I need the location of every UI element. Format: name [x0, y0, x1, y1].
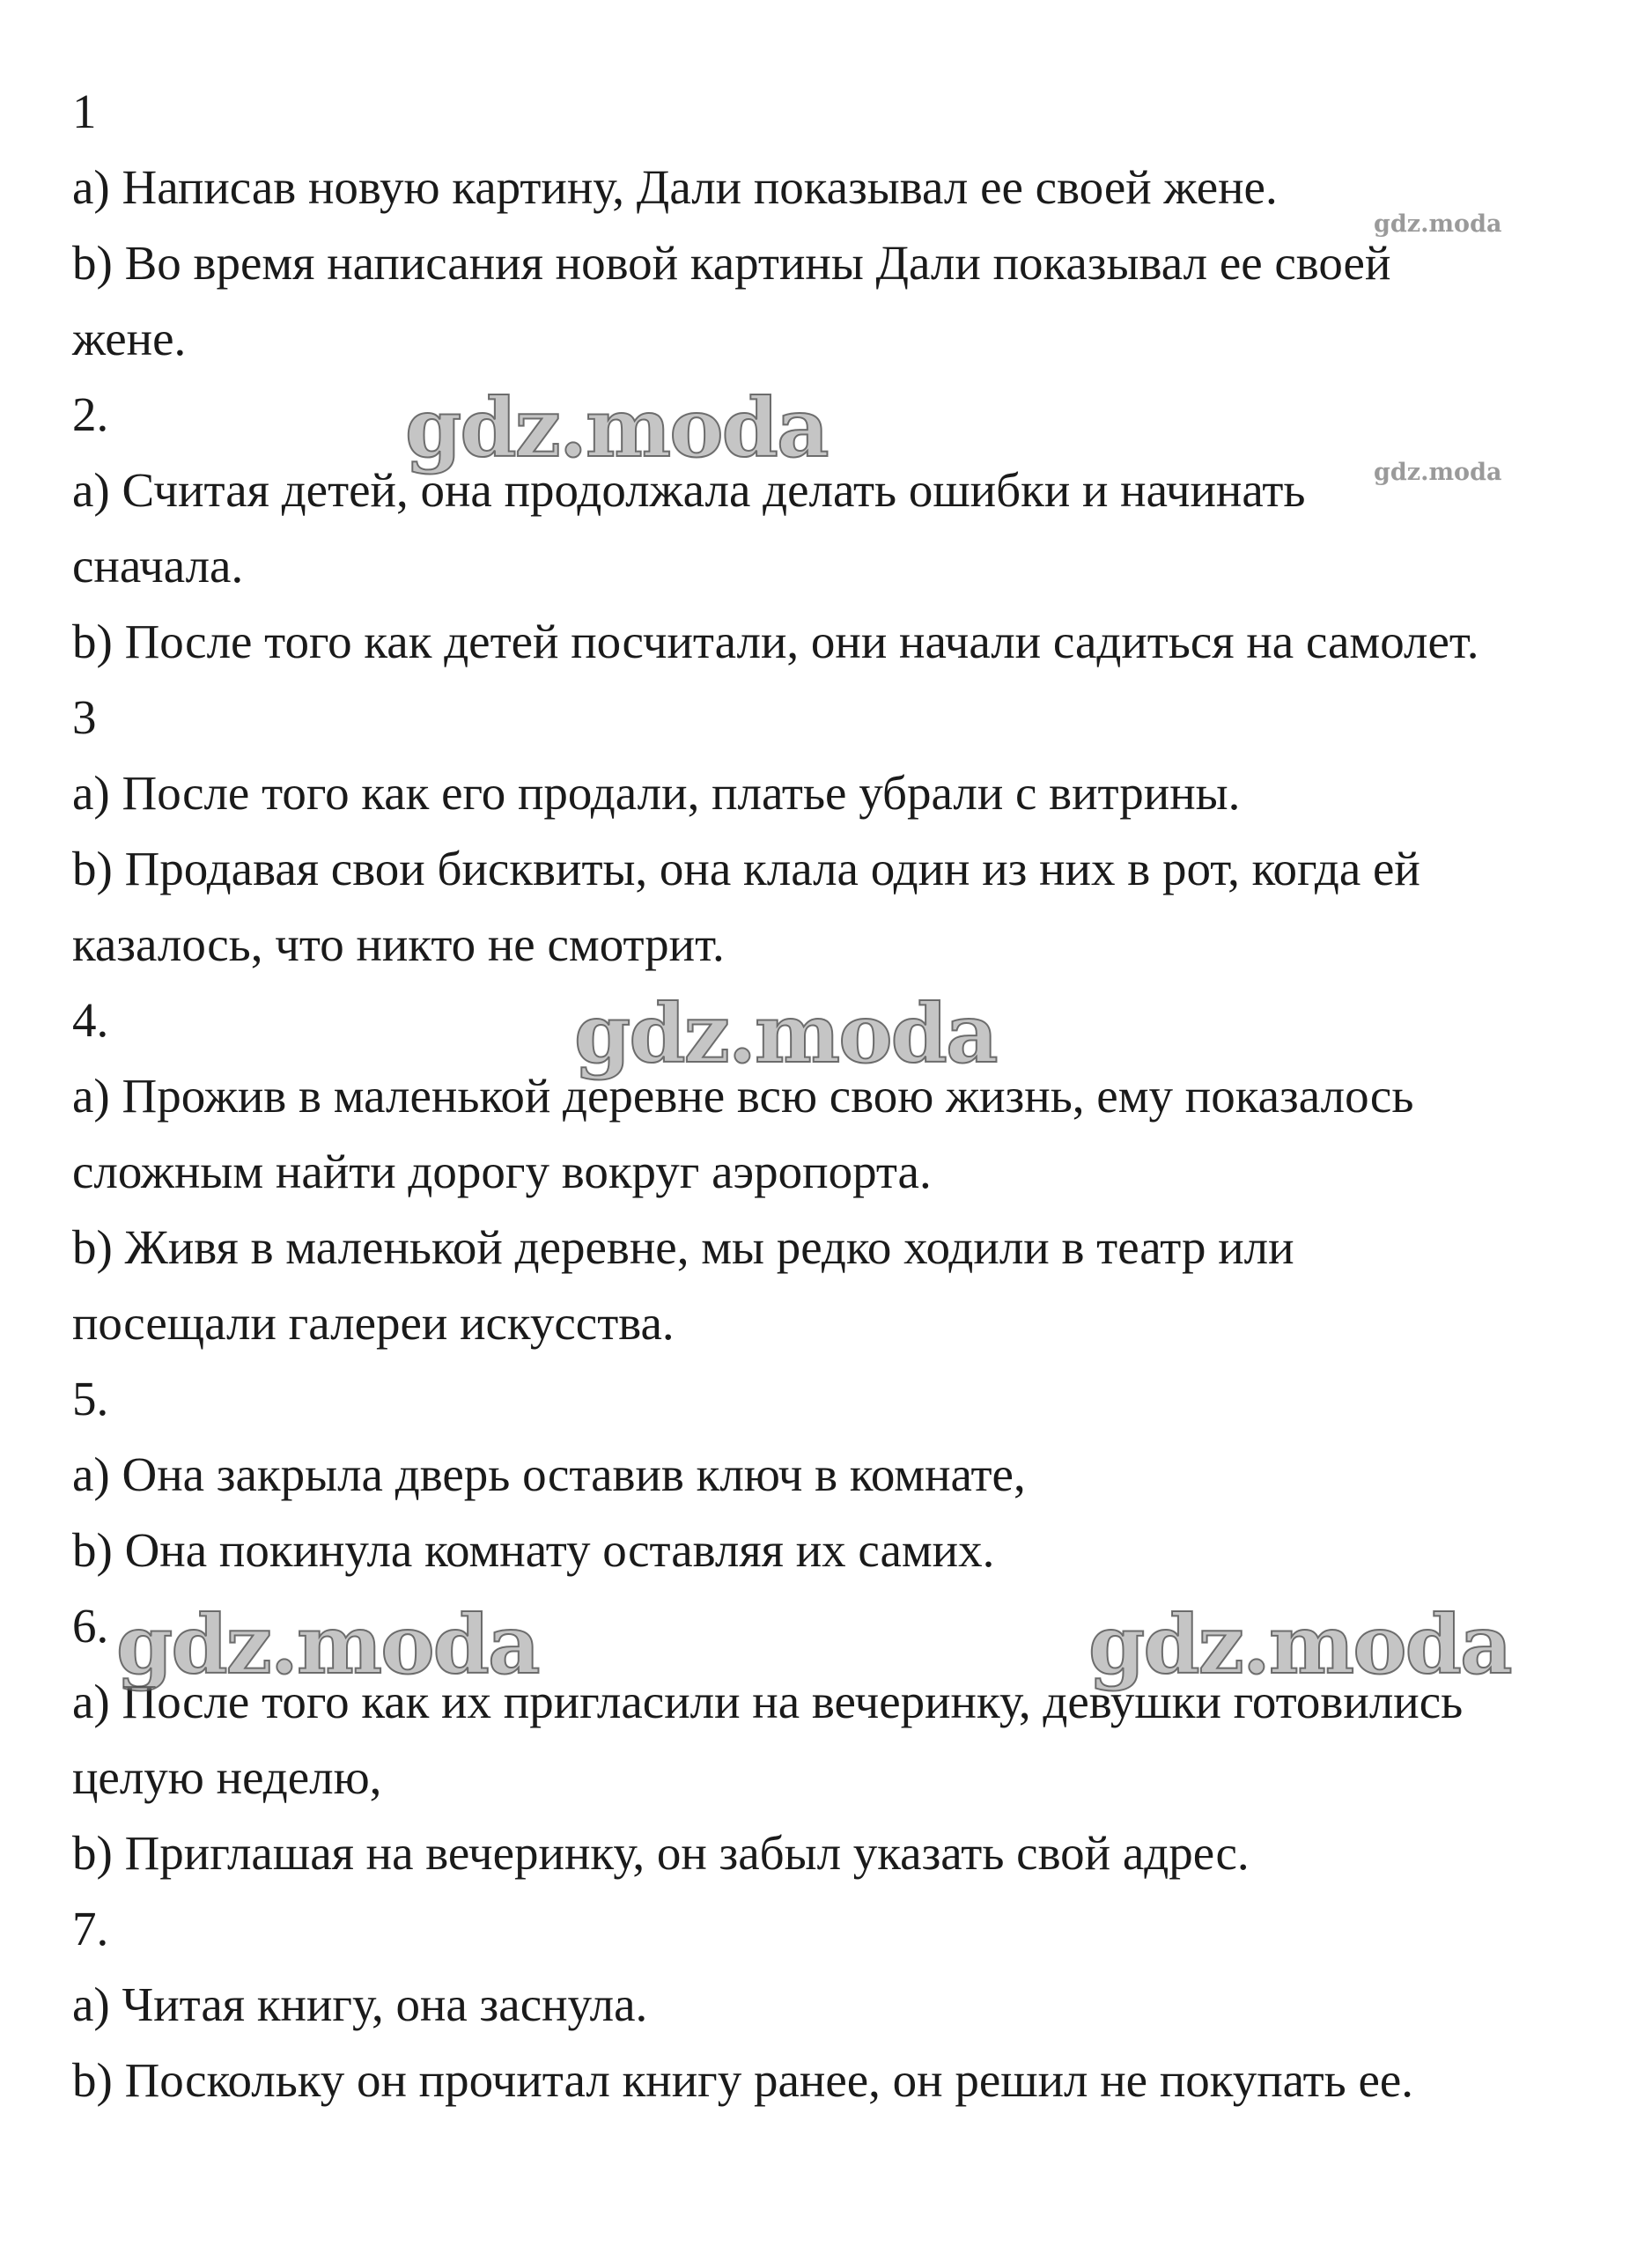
- answer-2a: а) Считая детей, она продолжала делать ошибки и начинать: [72, 463, 1306, 517]
- exercise-number-1: 1: [72, 85, 97, 138]
- exercise-number-2: 2.: [72, 387, 109, 441]
- exercise-number-4: 4.: [72, 993, 109, 1047]
- answer-4b-cont: посещали галереи искусства.: [72, 1296, 675, 1350]
- answer-4a-cont: сложным найти дорогу вокруг аэропорта.: [72, 1145, 932, 1198]
- answer-5b: b) Она покинула комнату оставляя их самих.: [72, 1523, 995, 1577]
- watermark-large: gdz.moda: [1088, 1597, 1511, 1692]
- watermark-large: gdz.moda: [574, 986, 997, 1081]
- answer-1b: b) Во время написания новой картины Дали показывал ее своей: [72, 236, 1391, 290]
- answer-2a-cont: сначала.: [72, 539, 244, 593]
- answer-6a: а) После того как их пригласили на вечеринку, девушки готовились: [72, 1675, 1464, 1728]
- answer-3b: b) Продавая свои бисквиты, она клала один из них в рот, когда ей: [72, 842, 1420, 895]
- answer-1a: a) Написав новую картину, Дали показывал ее своей жене.: [72, 160, 1278, 214]
- exercise-number-5: 5.: [72, 1372, 109, 1425]
- answer-6b: b) Приглашая на вечеринку, он забыл указать свой адрес.: [72, 1826, 1250, 1880]
- answer-2b: b) После того как детей посчитали, они начали садиться на самолет.: [72, 615, 1479, 668]
- watermark-small: gdz.moda: [1374, 459, 1502, 486]
- exercise-number-3: 3: [72, 690, 97, 744]
- answer-1b-cont: жене.: [72, 312, 187, 365]
- exercise-number-7: 7.: [72, 1902, 109, 1955]
- watermark-large: gdz.moda: [405, 380, 828, 475]
- answer-3a: а) После того как его продали, платье убрали с витрины.: [72, 766, 1241, 820]
- answer-3b-cont: казалось, что никто не смотрит.: [72, 917, 725, 971]
- watermark-large: gdz.moda: [116, 1597, 539, 1692]
- answer-5a: а) Она закрыла дверь оставив ключ в комнате,: [72, 1447, 1026, 1501]
- exercise-number-6: 6.: [72, 1599, 109, 1653]
- watermark-small: gdz.moda: [1374, 210, 1502, 238]
- answer-7b: b) Поскольку он прочитал книгу ранее, он решил не покупать ее.: [72, 2053, 1414, 2107]
- answer-6a-cont: целую неделю,: [72, 1750, 382, 1804]
- answer-4b: b) Живя в маленькой деревне, мы редко ходили в театр или: [72, 1220, 1294, 1274]
- answer-7a: а) Читая книгу, она заснула.: [72, 1977, 648, 2031]
- answer-4a: а) Прожив в маленькой деревне всю свою жизнь, ему показалось: [72, 1069, 1414, 1123]
